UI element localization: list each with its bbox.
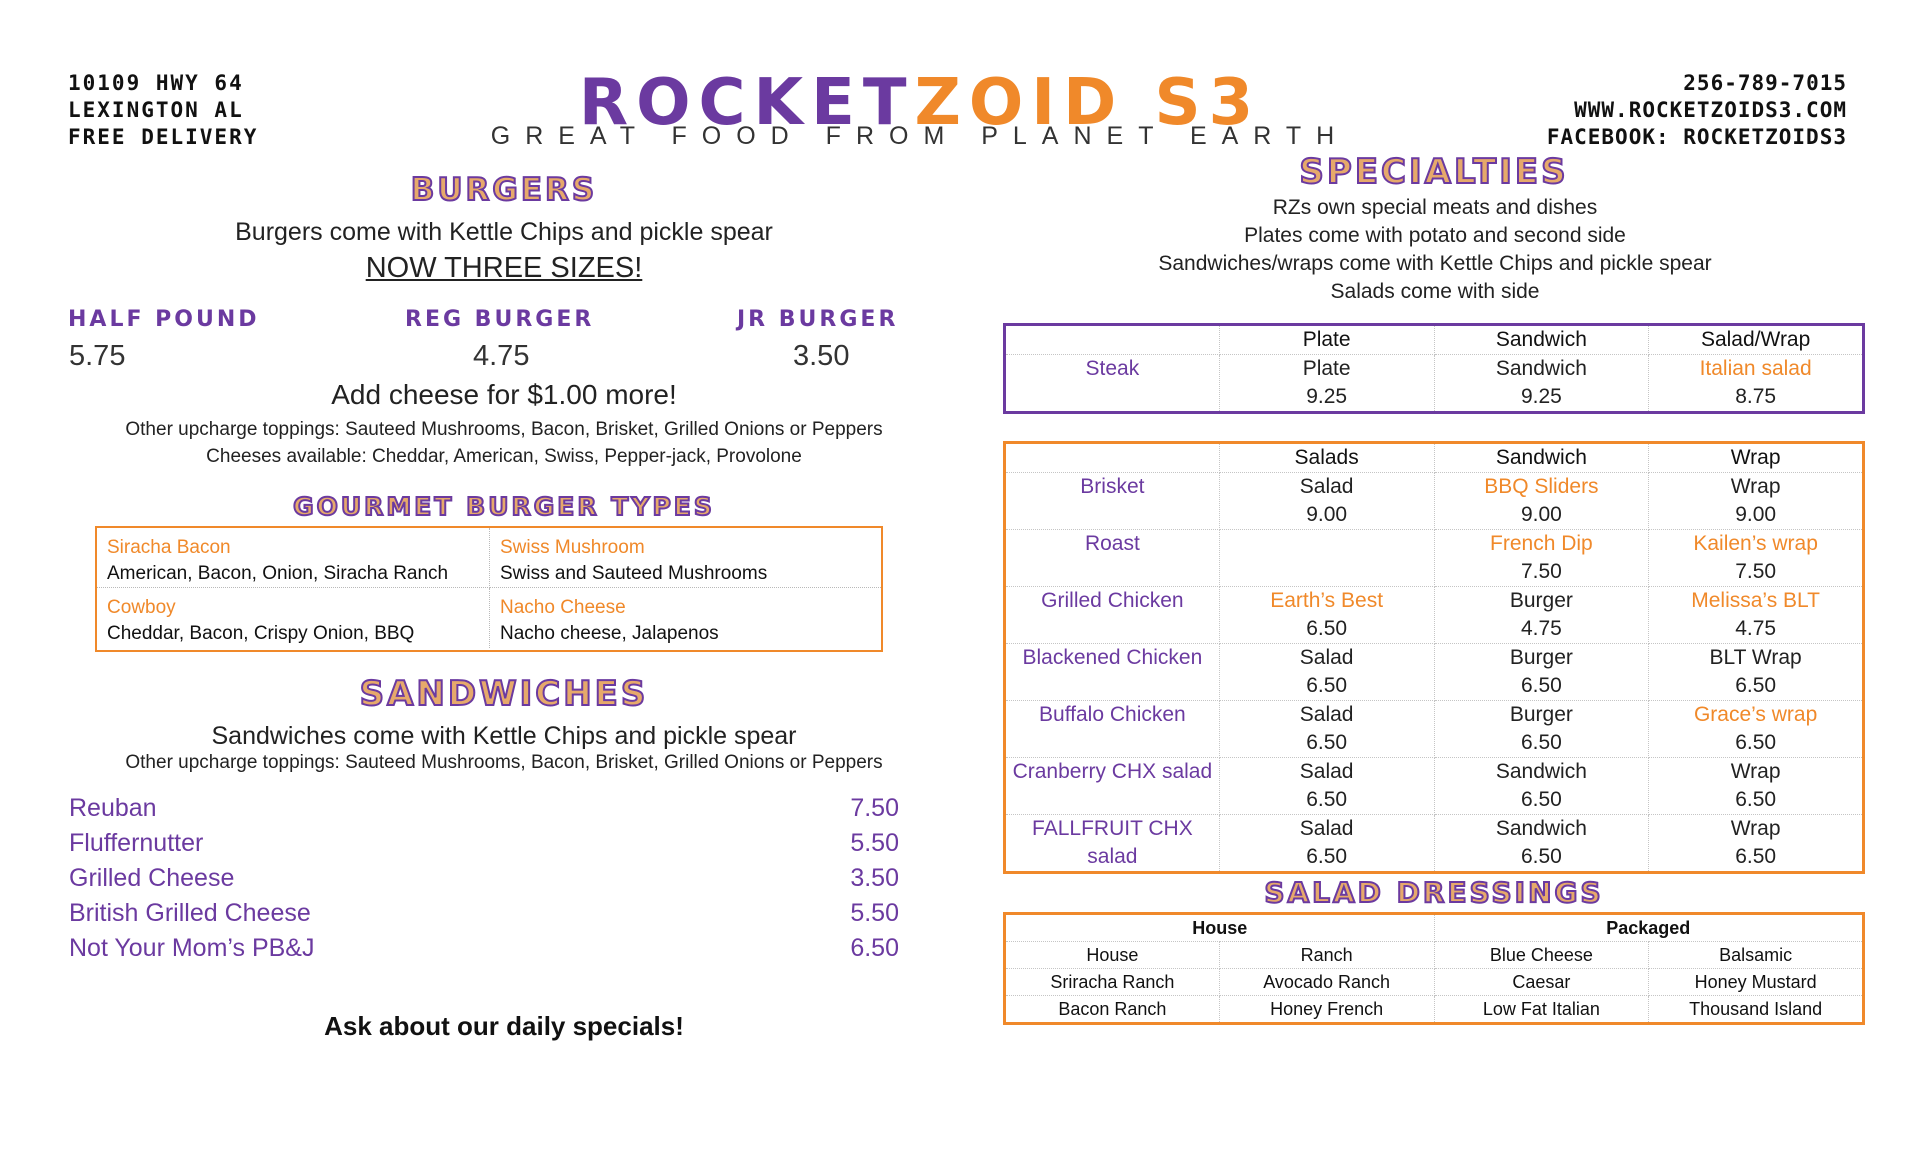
gourmet-heading: GOURMET BURGER TYPES <box>293 492 715 521</box>
item-name: Wrap <box>1730 475 1781 498</box>
item-name: Burger <box>1509 703 1573 726</box>
item-price: 7.50 <box>1735 560 1777 583</box>
row-label: Brisket <box>1005 473 1220 530</box>
menu-cell <box>1434 473 1649 530</box>
sandwich-row <box>69 829 899 858</box>
table-row <box>1005 644 1864 701</box>
item-name: Burger <box>1509 589 1573 612</box>
dressings-group-row <box>1005 914 1864 942</box>
table-row <box>1005 530 1864 587</box>
row-label: Buffalo Chicken <box>1005 701 1220 758</box>
specialties-desc-line: Salads come with side <box>1330 280 1540 303</box>
sandwich-row <box>69 934 899 963</box>
steak-table <box>1003 323 1865 414</box>
column-header: Sandwich <box>1434 325 1649 355</box>
row-label: Roast <box>1005 530 1220 587</box>
table-header-row <box>1005 443 1864 473</box>
size-label-jr-burger: JR BURGER <box>737 307 899 332</box>
table-row <box>1005 758 1864 815</box>
row-label: Blackened Chicken <box>1005 644 1220 701</box>
specialties-table <box>1003 441 1865 874</box>
menu-cell <box>1649 530 1864 587</box>
item-name: Salad <box>1299 817 1354 840</box>
item-price: 6.50 <box>1735 845 1777 868</box>
gourmet-item <box>490 528 881 588</box>
column-header: Sandwich <box>1434 443 1649 473</box>
item-name: Earth’s Best <box>1270 589 1384 612</box>
menu-cell <box>1434 815 1649 873</box>
item-name: Wrap <box>1730 817 1781 840</box>
item-name: BBQ Sliders <box>1484 475 1599 498</box>
menu-cell <box>1649 473 1864 530</box>
item-price: 6.50 <box>1520 731 1562 754</box>
size-price-jr-burger: 3.50 <box>793 340 850 372</box>
column-header: Salads <box>1219 443 1434 473</box>
tagline: GREAT FOOD FROM PLANET EARTH <box>490 122 1350 150</box>
gourmet-item-desc: Nacho cheese, Jalapenos <box>500 623 719 644</box>
menu-cell <box>1649 644 1864 701</box>
gourmet-item-name: Cowboy <box>107 597 176 618</box>
dressing-item: Low Fat Italian <box>1434 996 1649 1024</box>
item-name: French Dip <box>1490 532 1593 555</box>
item-name: Salad <box>1299 646 1354 669</box>
item-name: Melissa’s BLT <box>1691 589 1820 612</box>
sandwich-name: Fluffernutter <box>69 829 204 857</box>
table-header-row <box>1005 325 1864 355</box>
row-label: Steak <box>1005 355 1220 413</box>
specialties-desc-line: RZs own special meats and dishes <box>1272 196 1598 219</box>
item-price: 8.75 <box>1735 385 1777 408</box>
size-price-half-pound: 5.75 <box>69 340 126 372</box>
gourmet-item-name: Swiss Mushroom <box>500 537 645 558</box>
dressing-item: Honey Mustard <box>1649 969 1864 996</box>
dressing-item: Honey French <box>1219 996 1434 1024</box>
dressing-item: Bacon Ranch <box>1005 996 1220 1024</box>
item-name: Sandwich <box>1495 817 1587 840</box>
specialties-desc-line: Sandwiches/wraps come with Kettle Chips and pickle spear <box>1158 252 1712 275</box>
dressing-group: Packaged <box>1434 914 1864 942</box>
item-price: 9.00 <box>1735 503 1777 526</box>
website: WWW.ROCKETZOIDS3.COM <box>1574 98 1847 122</box>
gourmet-item <box>97 528 490 588</box>
gourmet-item <box>490 588 881 648</box>
column-header <box>1005 443 1220 473</box>
address-block <box>68 70 258 151</box>
item-price: 6.50 <box>1306 731 1348 754</box>
item-name: Sandwich <box>1495 760 1587 783</box>
gourmet-item-desc: Swiss and Sauteed Mushrooms <box>500 563 768 584</box>
row-label: FALLFRUIT CHX salad <box>1005 815 1220 873</box>
sandwiches-heading: SANDWICHES <box>359 674 649 714</box>
sandwich-price: 5.50 <box>850 829 899 857</box>
sandwich-price: 7.50 <box>850 794 899 822</box>
dressing-item: Ranch <box>1219 942 1434 969</box>
specialties-heading: SPECIALTIES <box>1299 152 1569 192</box>
menu-cell <box>1434 644 1649 701</box>
size-label-half-pound: HALF POUND <box>68 307 260 332</box>
menu-cell <box>1219 815 1434 873</box>
item-name: BLT Wrap <box>1709 646 1802 669</box>
size-label-reg-burger: REG BURGER <box>405 307 595 332</box>
dressing-item: Balsamic <box>1649 942 1864 969</box>
item-price: 6.50 <box>1520 788 1562 811</box>
menu-cell <box>1434 530 1649 587</box>
table-row <box>1005 473 1864 530</box>
sandwich-row <box>69 864 899 893</box>
dressing-item: Sriracha Ranch <box>1005 969 1220 996</box>
menu-cell <box>1434 355 1649 413</box>
menu-cell <box>1219 473 1434 530</box>
sandwich-name: Grilled Cheese <box>69 864 235 892</box>
item-price: 9.25 <box>1306 385 1348 408</box>
item-name: Salad <box>1299 703 1354 726</box>
item-price: 6.50 <box>1306 845 1348 868</box>
column-header: Salad/Wrap <box>1649 325 1864 355</box>
menu-cell <box>1649 355 1864 413</box>
sandwich-row <box>69 899 899 928</box>
phone-number: 256-789-7015 <box>1683 71 1847 95</box>
contact-block <box>1547 70 1847 151</box>
dressing-item: House <box>1005 942 1220 969</box>
burger-toppings-note: Other upcharge toppings: Sauteed Mushrooms, Bacon, Brisket, Grilled Onions or Peppers <box>125 419 883 440</box>
address-line: FREE DELIVERY <box>68 125 259 149</box>
gourmet-item-name: Siracha Bacon <box>107 537 231 558</box>
item-price: 6.50 <box>1306 617 1348 640</box>
address-line: LEXINGTON AL <box>68 98 244 122</box>
sandwich-price: 6.50 <box>850 934 899 962</box>
item-price: 6.50 <box>1735 674 1777 697</box>
table-row <box>1005 815 1864 873</box>
gourmet-item-name: Nacho Cheese <box>500 597 626 618</box>
menu-cell <box>1219 701 1434 758</box>
menu-cell <box>1219 530 1434 587</box>
gourmet-item-desc: Cheddar, Bacon, Crispy Onion, BBQ <box>107 623 415 644</box>
dressing-item: Blue Cheese <box>1434 942 1649 969</box>
sandwich-toppings-note: Other upcharge toppings: Sauteed Mushrooms, Bacon, Brisket, Grilled Onions or Peppers <box>125 752 883 773</box>
menu-cell <box>1649 587 1864 644</box>
item-name <box>1220 530 1434 558</box>
dressing-item: Avocado Ranch <box>1219 969 1434 996</box>
item-price: 7.50 <box>1520 560 1562 583</box>
item-price: 6.50 <box>1520 845 1562 868</box>
sandwich-name: Not Your Mom’s PB&J <box>69 934 315 962</box>
item-name: Kailen’s wrap <box>1693 532 1818 555</box>
item-name: Salad <box>1299 475 1354 498</box>
row-label: Grilled Chicken <box>1005 587 1220 644</box>
burgers-note: Burgers come with Kettle Chips and pickle spear <box>235 218 773 246</box>
dressings-table <box>1003 912 1865 1025</box>
address-line: 10109 HWY 64 <box>68 71 244 95</box>
sandwich-price: 5.50 <box>850 899 899 927</box>
dressing-row <box>1005 942 1864 969</box>
three-sizes-note: NOW THREE SIZES! <box>365 252 643 284</box>
sandwich-name: Reuban <box>69 794 157 822</box>
gourmet-grid <box>95 526 883 652</box>
item-price: 6.50 <box>1735 731 1777 754</box>
column-header: Wrap <box>1649 443 1864 473</box>
item-name: Italian salad <box>1699 357 1812 380</box>
item-price: 6.50 <box>1520 674 1562 697</box>
dressing-row <box>1005 969 1864 996</box>
specialties-desc-line: Plates come with potato and second side <box>1244 224 1626 247</box>
item-price: 6.50 <box>1735 788 1777 811</box>
menu-cell <box>1219 587 1434 644</box>
item-name: Wrap <box>1730 760 1781 783</box>
sandwich-name: British Grilled Cheese <box>69 899 311 927</box>
sandwich-row <box>69 794 899 823</box>
item-name: Salad <box>1299 760 1354 783</box>
menu-cell <box>1649 815 1864 873</box>
gourmet-item-desc: American, Bacon, Onion, Siracha Ranch <box>107 563 449 584</box>
menu-cell <box>1434 701 1649 758</box>
item-name: Plate <box>1302 357 1351 380</box>
item-price: 4.75 <box>1520 617 1562 640</box>
menu-cell <box>1649 758 1864 815</box>
cheese-note: Add cheese for $1.00 more! <box>331 379 677 410</box>
gourmet-item <box>97 588 490 648</box>
logo-part-rocket: ROCKET <box>578 66 915 140</box>
dressing-group: House <box>1005 914 1435 942</box>
dressing-item: Caesar <box>1434 969 1649 996</box>
dressing-item: Thousand Island <box>1649 996 1864 1024</box>
item-price: 4.75 <box>1735 617 1777 640</box>
daily-specials-note: Ask about our daily specials! <box>324 1011 684 1041</box>
table-row <box>1005 701 1864 758</box>
table-row <box>1005 355 1864 413</box>
item-price: 6.50 <box>1306 674 1348 697</box>
dressings-heading: SALAD DRESSINGS <box>1264 876 1604 909</box>
dressing-row <box>1005 996 1864 1024</box>
menu-cell <box>1219 644 1434 701</box>
logo-part-zoid: ZOID S3 <box>914 66 1262 140</box>
cheeses-note: Cheeses available: Cheddar, American, Swiss, Pepper-jack, Provolone <box>206 446 802 467</box>
size-price-reg-burger: 4.75 <box>473 340 530 372</box>
row-label: Cranberry CHX salad <box>1005 758 1220 815</box>
sandwiches-note: Sandwiches come with Kettle Chips and pickle spear <box>211 722 797 750</box>
menu-cell <box>1434 758 1649 815</box>
menu-cell <box>1219 355 1434 413</box>
sandwich-price: 3.50 <box>850 864 899 892</box>
item-price: 9.00 <box>1306 503 1348 526</box>
menu-cell <box>1649 701 1864 758</box>
burgers-heading: BURGERS <box>410 172 598 208</box>
item-name: Sandwich <box>1495 357 1587 380</box>
column-header <box>1005 325 1220 355</box>
item-name: Burger <box>1509 646 1573 669</box>
item-price: 6.50 <box>1306 788 1348 811</box>
table-row <box>1005 587 1864 644</box>
menu-cell <box>1219 758 1434 815</box>
menu-cell <box>1434 587 1649 644</box>
column-header: Plate <box>1219 325 1434 355</box>
item-price: 9.25 <box>1520 385 1562 408</box>
facebook: FACEBOOK: ROCKETZOIDS3 <box>1546 125 1847 149</box>
item-name: Grace’s wrap <box>1693 703 1818 726</box>
item-price: 9.00 <box>1520 503 1562 526</box>
